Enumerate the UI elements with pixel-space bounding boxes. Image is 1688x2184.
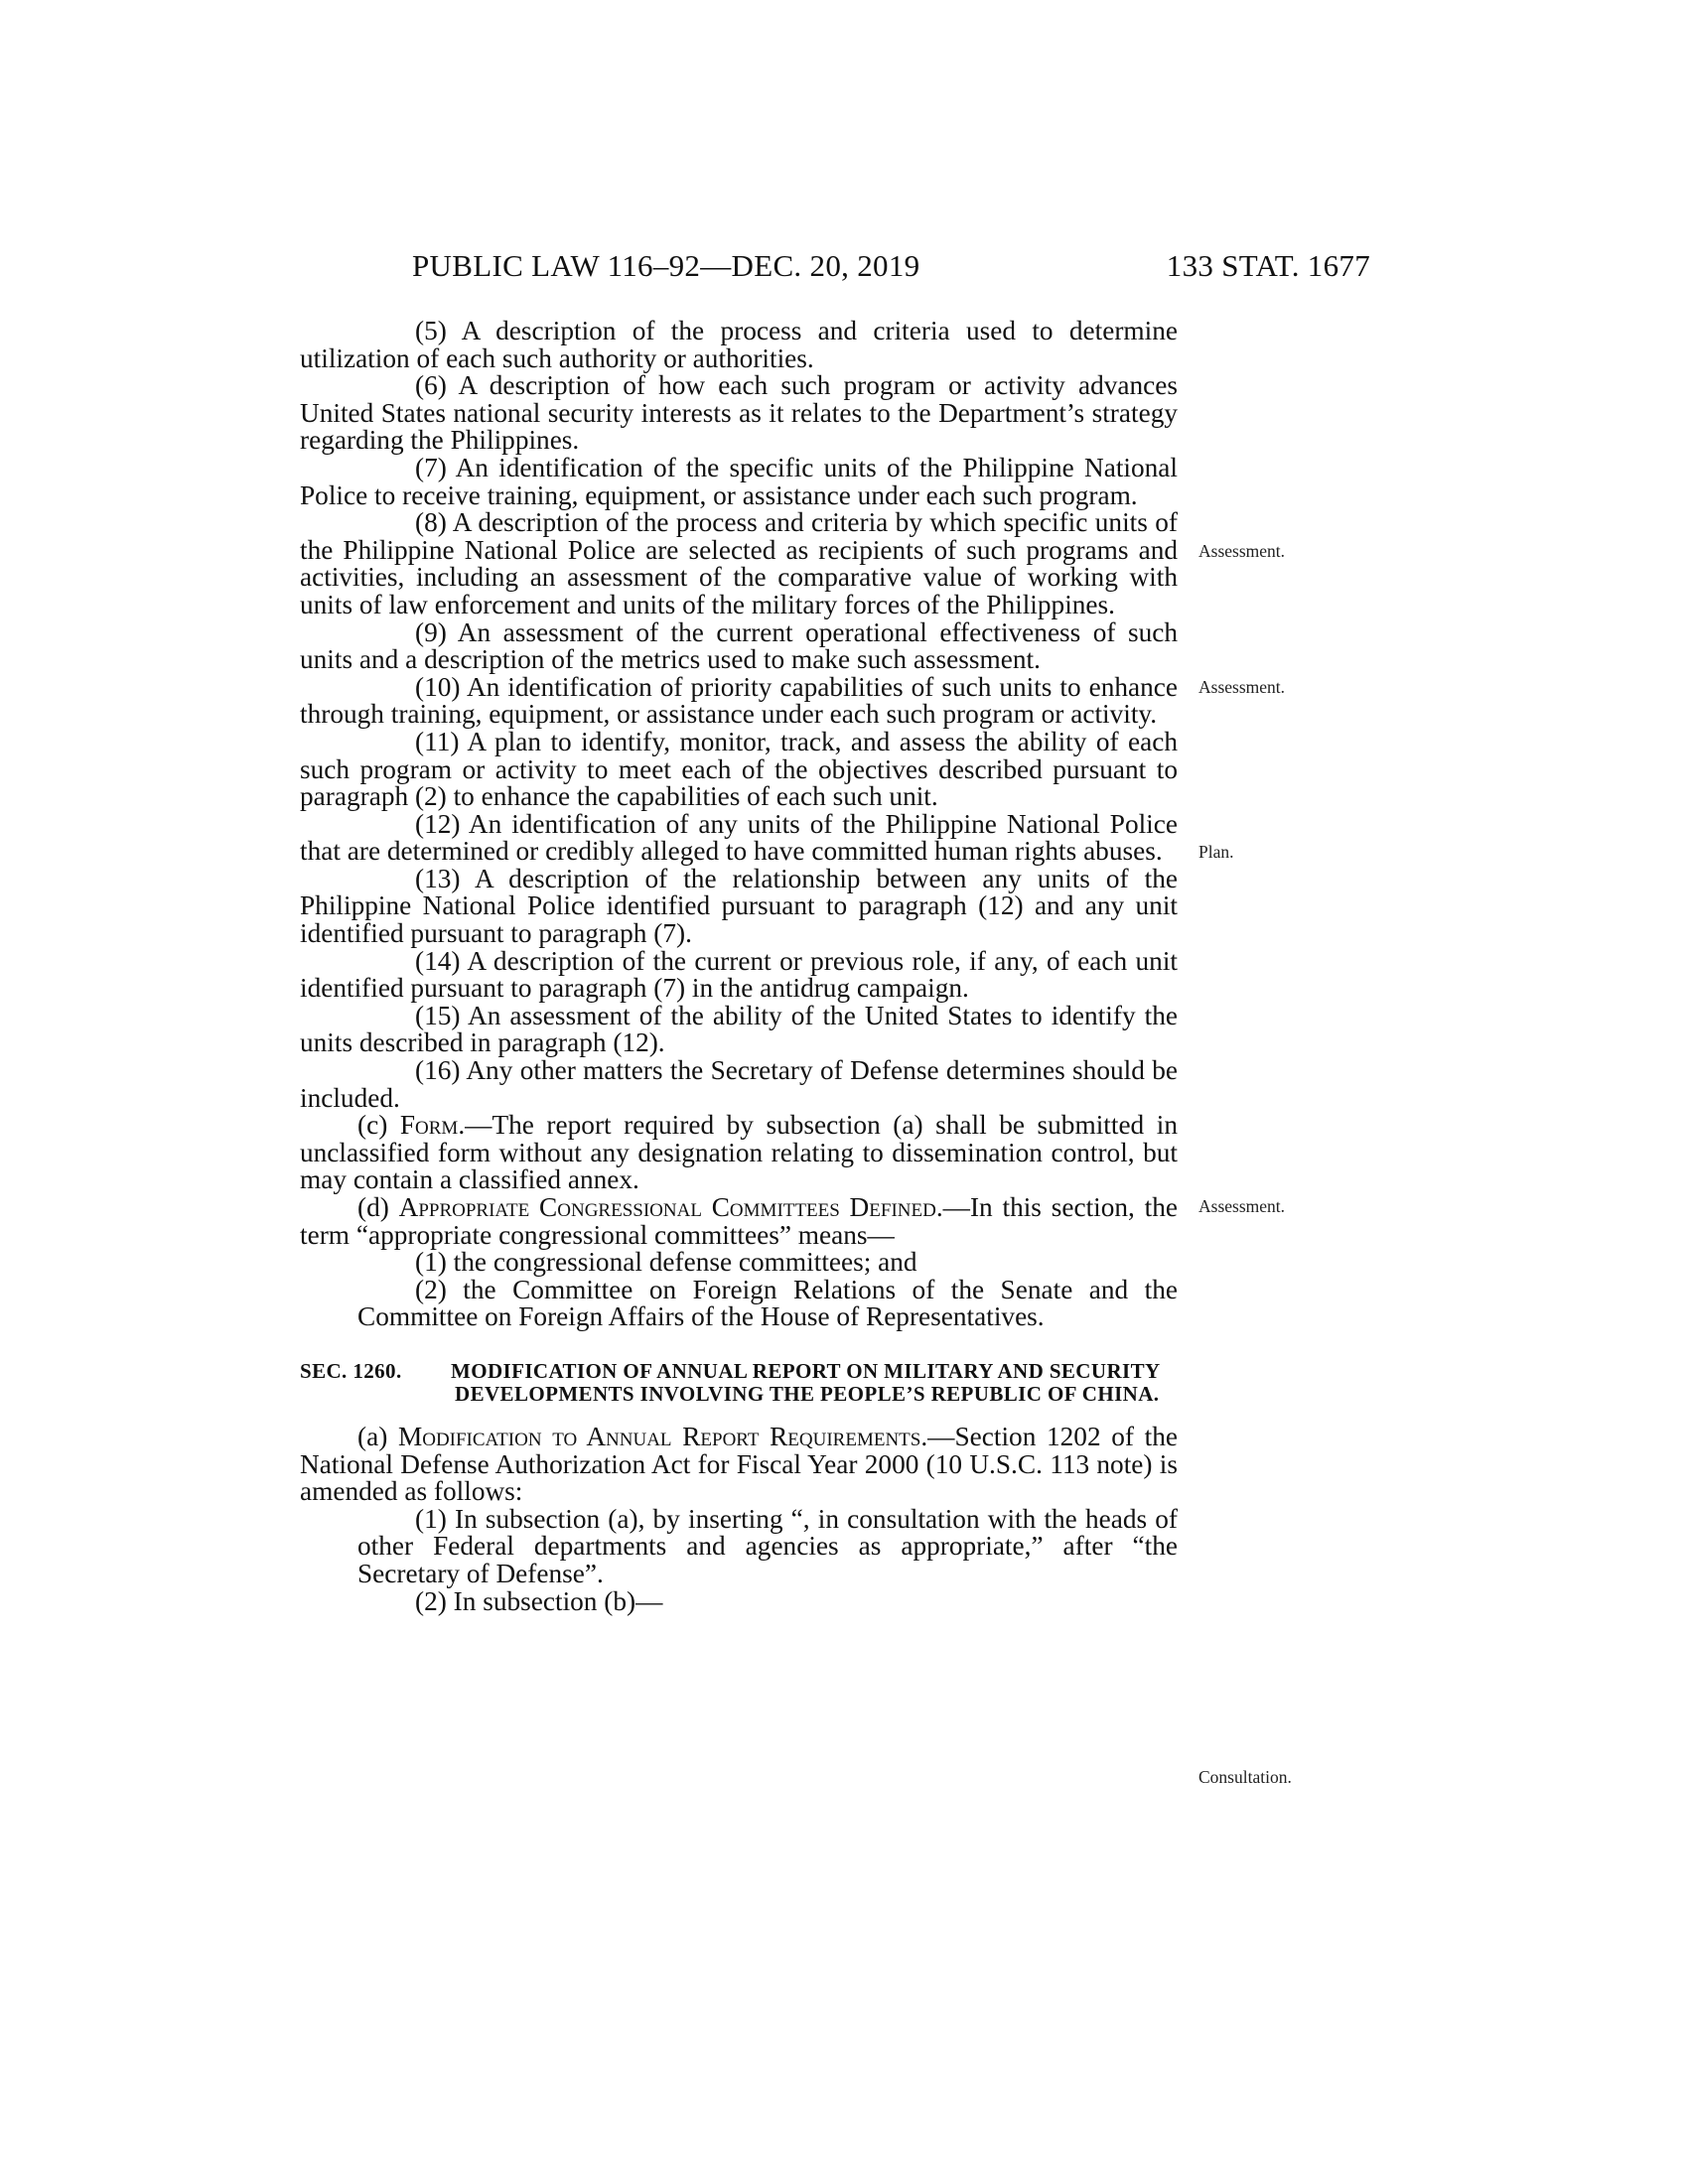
body-text <box>300 318 1178 1615</box>
page-number: 133 STAT. 1677 <box>1166 248 1370 283</box>
subsection-d-heading: Appropriate Congressional Committees Defined <box>398 1192 936 1222</box>
paragraph-6: (6) A description of how each such program or activity advances United States national security interests as it relates to the Department’s strategy regarding the Philippines. <box>300 370 1178 456</box>
subsection-d <box>300 1194 1178 1249</box>
section-a-text: .—Section 1202 of the National Defense Authorization Act for Fiscal Year 2000 (10 U.S.C. 113 note) is amended as follows: <box>300 1421 1178 1507</box>
section-number: SEC. 1260. <box>300 1358 402 1383</box>
subsection-c <box>300 1112 1178 1194</box>
paragraph-11: (11) A plan to identify, monitor, track, and assess the ability of each such program or activity to meet each of the objectives described pursuant to paragraph (2) to enhance the capabilities of each such unit. <box>300 726 1178 812</box>
paragraph-10: (10) An identification of priority capabilities of such units to enhance through training, equipment, or assistance under each such program or activity. <box>300 671 1178 730</box>
section-a-label: (a) <box>357 1421 398 1451</box>
margin-note-plan: Plan. <box>1198 842 1234 862</box>
section-heading <box>300 1360 1178 1407</box>
subsection-d-text: .—In this section, the term “appropriate congressional committees” means— <box>300 1192 1178 1250</box>
subsection-d-item-2: (2) the Committee on Foreign Relations of the Senate and the Committee on Foreign Affairs of the House of Representatives. <box>357 1274 1178 1332</box>
paragraph-13: (13) A description of the relationship between any units of the Philippine National Police identified pursuant to paragraph (12) and any unit identified pursuant to paragraph (7). <box>300 863 1178 949</box>
paragraph-5: (5) A description of the process and criteria used to determine utilization of each such authority or authorities. <box>300 316 1178 373</box>
paragraph-9: (9) An assessment of the current operational effectiveness of such units and a description of the metrics used to make such assessment. <box>300 616 1178 675</box>
section-title: MODIFICATION OF ANNUAL REPORT ON MILITARY AND SECURITY DEVELOPMENTS INVOLVING THE PEOPLE’S REPUBLIC OF CHINA. <box>451 1358 1160 1407</box>
margin-note-assessment-1: Assessment. <box>1198 541 1286 561</box>
section-item-2: (2) In subsection (b)— <box>415 1585 663 1616</box>
paragraph-8: (8) A description of the process and criteria by which specific units of the Philippine National Police are selected as recipients of such programs and activities, including an assessment of the comparative value of working with units of law enforcement and units of the military forces of the Philippines. <box>300 507 1178 619</box>
paragraph-14: (14) A description of the current or previous role, if any, of each unit identified pursuant to paragraph (7) in the antidrug campaign. <box>300 945 1178 1004</box>
section-a-heading: Modification to Annual Report Requirements <box>397 1421 921 1451</box>
margin-note-assessment-2: Assessment. <box>1198 677 1286 697</box>
paragraph-12: (12) An identification of any units of the Philippine National Police that are determined or credibly alleged to have committed human rights abuses. <box>300 808 1178 867</box>
subsection-d-item-1: (1) the congressional defense committees; and <box>415 1247 917 1278</box>
subsection-c-heading: Form <box>399 1110 459 1141</box>
section-item-1: (1) In subsection (a), by inserting “, in consultation with the heads of other Federal departments and agencies as appropriate,” after “the Secretary of Defense”. <box>357 1503 1178 1588</box>
section-subsection-a <box>300 1421 1178 1507</box>
paragraph-7: (7) An identification of the specific units of the Philippine National Police to receive training, equipment, or assistance under each such program. <box>300 452 1178 510</box>
subsection-d-label: (d) <box>357 1192 399 1222</box>
paragraph-15: (15) An assessment of the ability of the United States to identify the units described in paragraph (12). <box>300 1000 1178 1058</box>
law-citation: PUBLIC LAW 116–92—DEC. 20, 2019 <box>412 248 920 283</box>
margin-note-consultation: Consultation. <box>1198 1767 1292 1787</box>
subsection-c-label: (c) <box>357 1110 400 1141</box>
running-head <box>412 248 1370 288</box>
margin-note-assessment-3: Assessment. <box>1198 1196 1286 1216</box>
paragraph-16: (16) Any other matters the Secretary of Defense determines should be included. <box>300 1055 1178 1113</box>
subsection-c-text: .—The report required by subsection (a) shall be submitted in unclassified form without any designation relating to dissemination control, but may contain a classified annex. <box>300 1110 1178 1195</box>
